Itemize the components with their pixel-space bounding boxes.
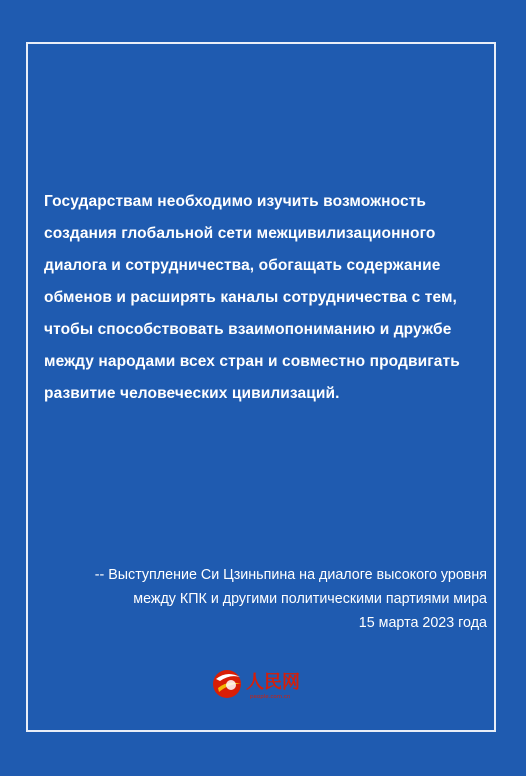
source-line-2: между КПК и другими политическими партиями мира — [133, 591, 487, 607]
logo-wordmark: 人民网 — [246, 672, 300, 693]
quote-text: Государствам необходимо изучить возможность создания глобальной сети межцивилизационного диалога и сотрудничества, обогащать содержание обменов и расширять каналы сотрудничества с тем, чтобы способствовать взаимопониманию и дружбе между народами всех стран и совместно продвигать развитие человеческих цивилизаций. — [44, 193, 460, 402]
people-daily-logo — [210, 664, 316, 704]
source-date: 15 марта 2023 года — [358, 615, 487, 631]
logo-subtitle: people.com.cn — [250, 694, 291, 700]
logo-emblem-icon — [213, 670, 241, 698]
quote-source — [17, 563, 487, 635]
source-line-1: -- Выступление Си Цзиньпина на диалоге высокого уровня — [94, 567, 487, 583]
